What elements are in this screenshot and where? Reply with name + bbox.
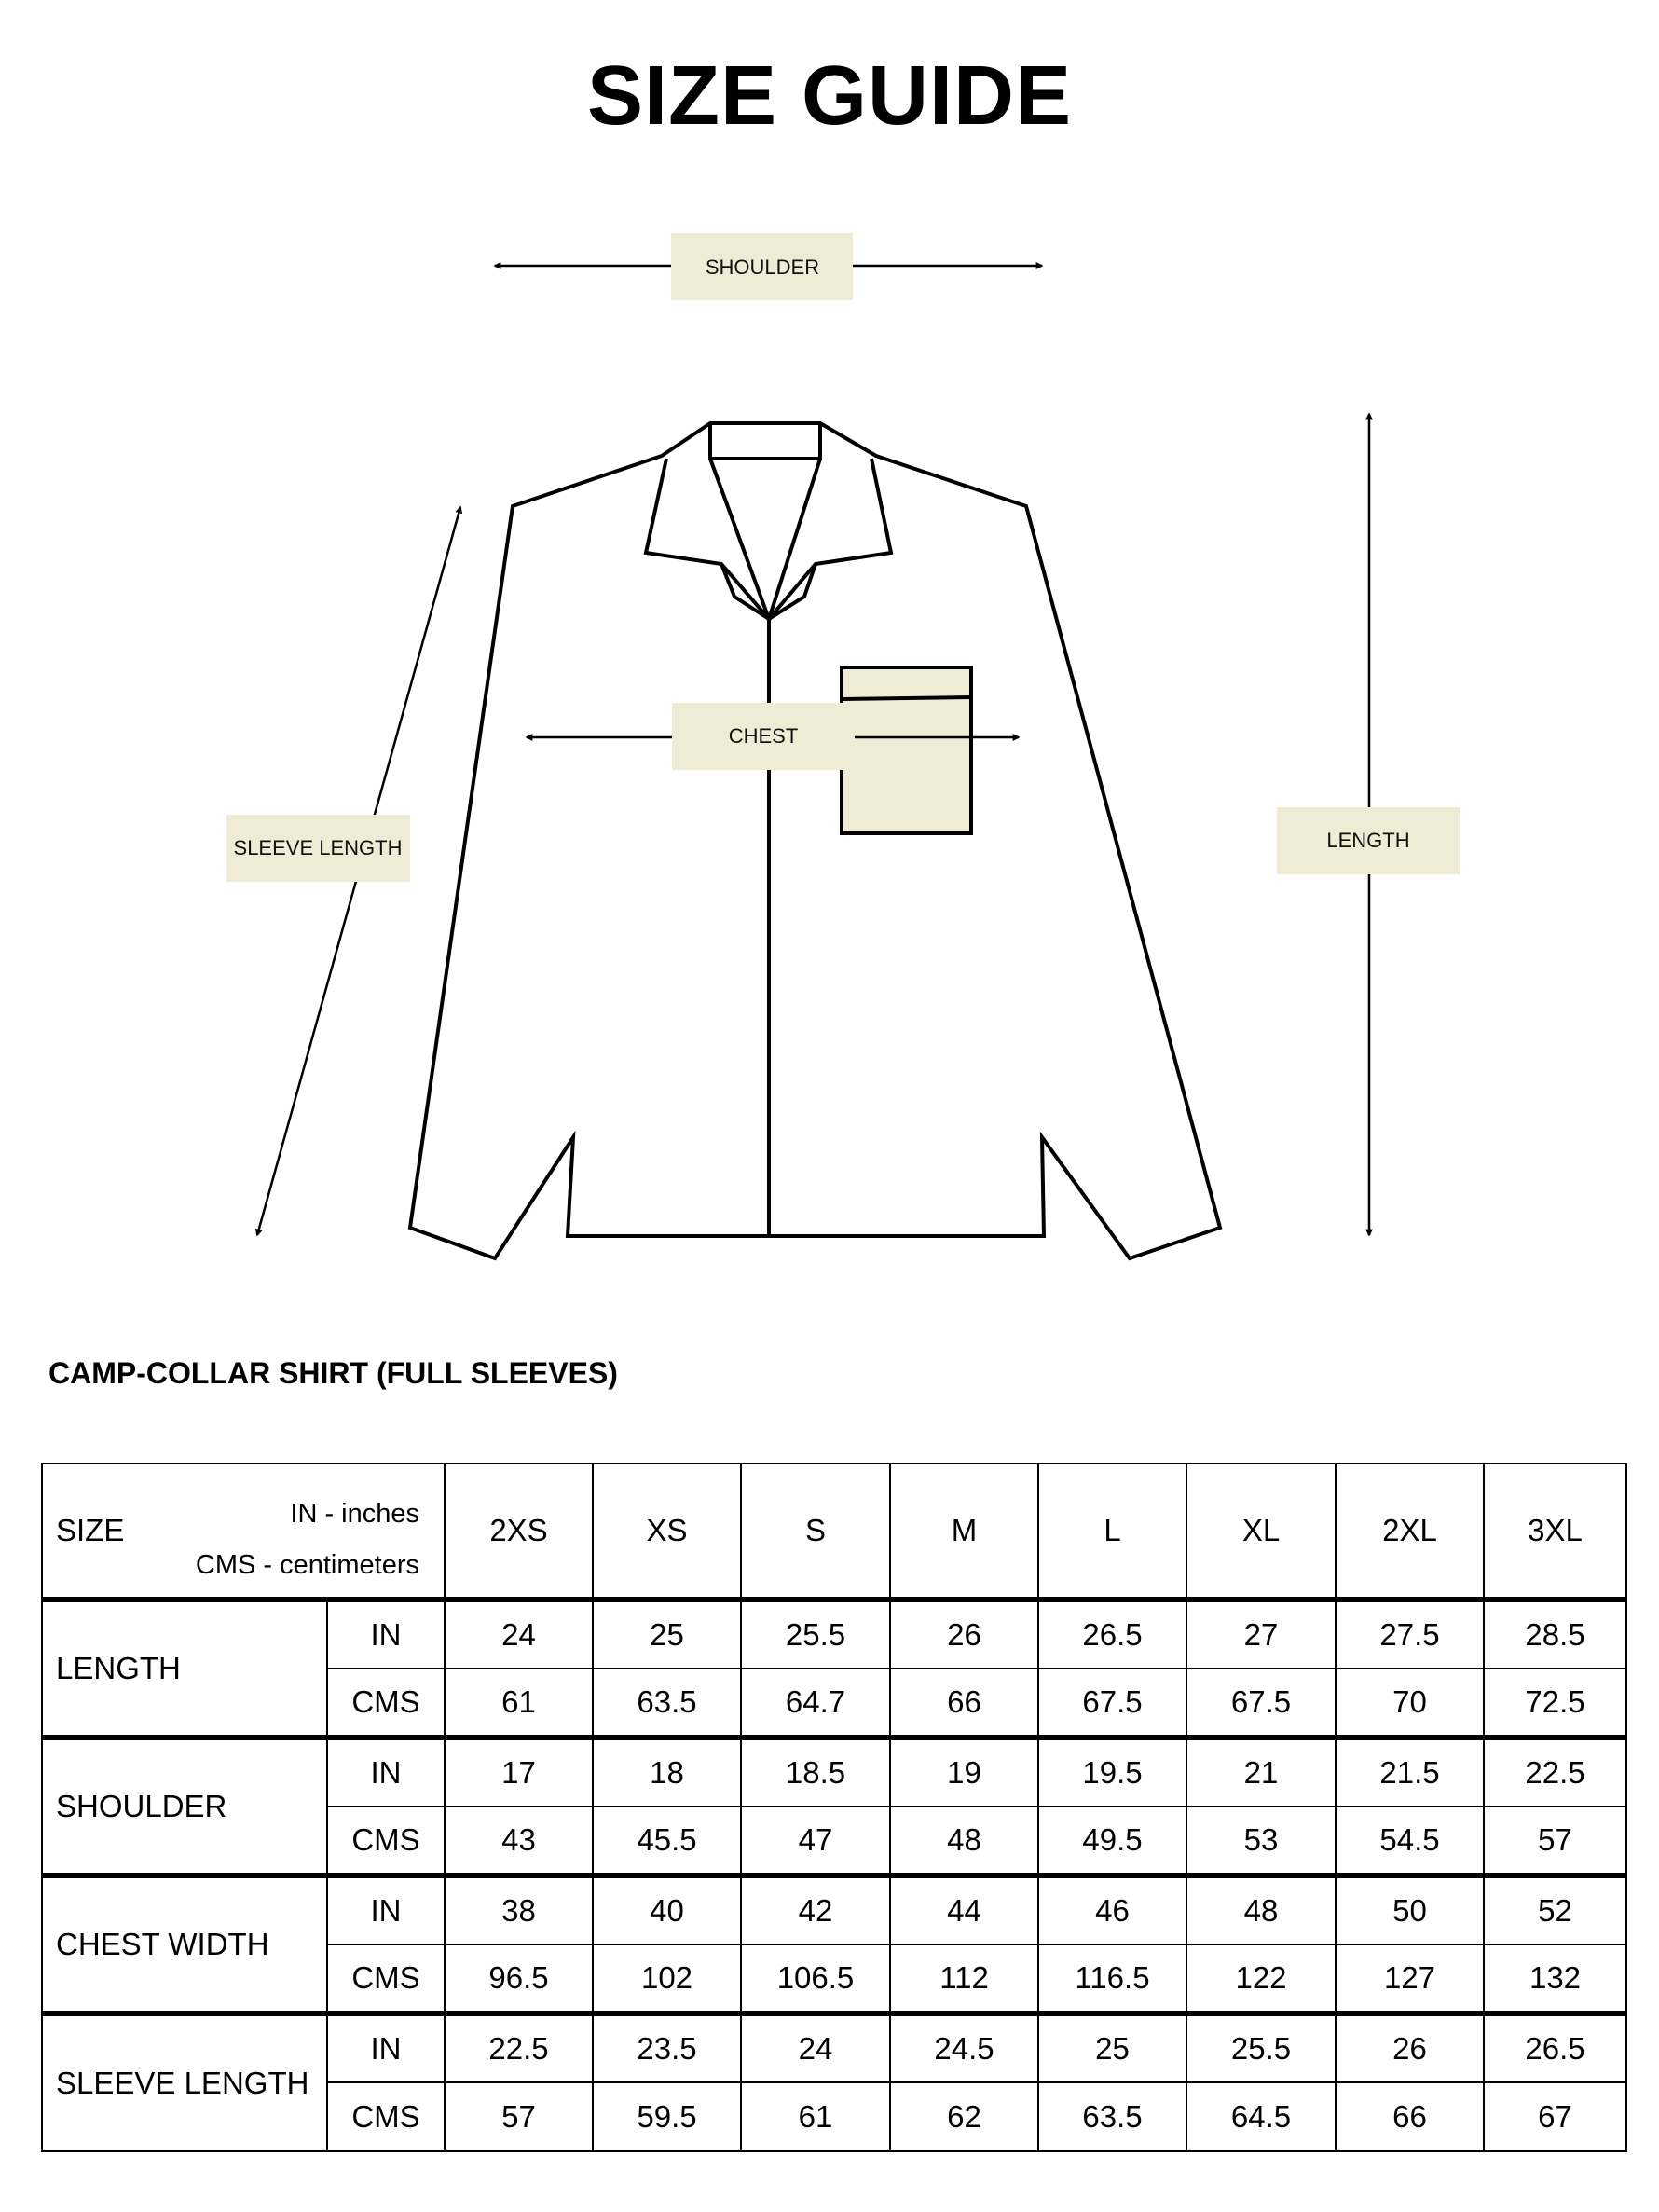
value-cell: 45.5 [593,1807,741,1875]
unit-legend-inches: IN - inches [290,1499,419,1529]
collar-band [710,423,820,459]
value-cell: 17 [445,1738,593,1807]
measurement-name: SLEEVE LENGTH [42,2013,327,2151]
value-cell: 47 [741,1807,890,1875]
value-cell: 112 [890,1944,1038,2013]
value-cell: 24 [741,2013,890,2082]
value-cell: 18.5 [741,1738,890,1807]
value-cell: 26.5 [1484,2013,1626,2082]
value-cell: 52 [1484,1875,1626,1944]
unit-cell: IN [327,1600,445,1669]
chest-pocket [842,667,971,833]
table-row [42,1738,1626,1807]
product-name: CAMP-COLLAR SHIRT (FULL SLEEVES) [48,1356,618,1390]
length-label: LENGTH [1326,829,1410,852]
value-cell: 106.5 [741,1944,890,2013]
value-cell: 28.5 [1484,1600,1626,1669]
value-cell: 64.7 [741,1669,890,1738]
value-cell: 57 [1484,1807,1626,1875]
table-row [42,2013,1626,2082]
value-cell: 67.5 [1186,1669,1336,1738]
unit-cell: CMS [327,1669,445,1738]
value-cell: 127 [1336,1944,1484,2013]
value-cell: 26.5 [1038,1600,1186,1669]
value-cell: 54.5 [1336,1807,1484,1875]
size-header-s: S [741,1463,890,1600]
value-cell: 42 [741,1875,890,1944]
value-cell: 26 [1336,2013,1484,2082]
value-cell: 23.5 [593,2013,741,2082]
value-cell: 61 [445,1669,593,1738]
table-row [42,1600,1626,1669]
value-cell: 67.5 [1038,1669,1186,1738]
sleeve-length-tag [226,815,410,882]
value-cell: 18 [593,1738,741,1807]
value-cell: 26 [890,1600,1038,1669]
value-cell: 22.5 [1484,1738,1626,1807]
measurement-name: SHOULDER [42,1738,327,1875]
table-header-row [42,1463,1626,1600]
value-cell: 25 [1038,2013,1186,2082]
unit-cell: CMS [327,1944,445,2013]
value-cell: 62 [890,2082,1038,2151]
size-header-xl: XL [1186,1463,1336,1600]
value-cell: 19 [890,1738,1038,1807]
size-header-xs: XS [593,1463,741,1600]
value-cell: 96.5 [445,1944,593,2013]
value-cell: 25.5 [741,1600,890,1669]
value-cell: 70 [1336,1669,1484,1738]
collar-stand [721,564,816,619]
value-cell: 43 [445,1807,593,1875]
value-cell: 48 [890,1807,1038,1875]
length-tag [1277,807,1460,874]
value-cell: 24.5 [890,2013,1038,2082]
table-row [42,1875,1626,1944]
value-cell: 25 [593,1600,741,1669]
shirt-body-outline [410,423,1220,1258]
unit-cell: IN [327,1738,445,1807]
value-cell: 102 [593,1944,741,2013]
unit-cell: IN [327,2013,445,2082]
unit-cell: CMS [327,1807,445,1875]
measurement-name: CHEST WIDTH [42,1875,327,2013]
pocket-flap-line [842,697,971,699]
value-cell: 49.5 [1038,1807,1186,1875]
value-cell: 25.5 [1186,2013,1336,2082]
value-cell: 24 [445,1600,593,1669]
size-header-3xl: 3XL [1484,1463,1626,1600]
value-cell: 63.5 [1038,2082,1186,2151]
chest-label: CHEST [728,724,799,748]
value-cell: 63.5 [593,1669,741,1738]
value-cell: 66 [1336,2082,1484,2151]
unit-cell: IN [327,1875,445,1944]
unit-cell: CMS [327,2082,445,2151]
value-cell: 132 [1484,1944,1626,2013]
value-cell: 21.5 [1336,1738,1484,1807]
value-cell: 19.5 [1038,1738,1186,1807]
value-cell: 27.5 [1336,1600,1484,1669]
value-cell: 66 [890,1669,1038,1738]
left-lapel [646,459,769,619]
size-header-l: L [1038,1463,1186,1600]
value-cell: 64.5 [1186,2082,1336,2151]
value-cell: 22.5 [445,2013,593,2082]
unit-legend-centimeters: CMS - centimeters [195,1550,419,1580]
value-cell: 38 [445,1875,593,1944]
size-header-cell [42,1463,445,1600]
value-cell: 53 [1186,1807,1336,1875]
size-table [41,1463,1627,2152]
value-cell: 27 [1186,1600,1336,1669]
shoulder-label: SHOULDER [705,255,820,279]
value-cell: 21 [1186,1738,1336,1807]
value-cell: 50 [1336,1875,1484,1944]
value-cell: 59.5 [593,2082,741,2151]
value-cell: 72.5 [1484,1669,1626,1738]
value-cell: 116.5 [1038,1944,1186,2013]
unit-legend [196,1489,419,1591]
measurement-name: LENGTH [42,1600,327,1738]
size-header-2xs: 2XS [445,1463,593,1600]
value-cell: 122 [1186,1944,1336,2013]
size-header: SIZE [56,1513,125,1547]
value-cell: 57 [445,2082,593,2151]
value-cell: 48 [1186,1875,1336,1944]
shirt-outline [410,423,1220,1258]
chest-tag [672,703,855,770]
page-title: SIZE GUIDE [586,49,1073,143]
value-cell: 44 [890,1875,1038,1944]
shoulder-tag [671,233,853,300]
value-cell: 61 [741,2082,890,2151]
value-cell: 40 [593,1875,741,1944]
value-cell: 67 [1484,2082,1626,2151]
value-cell: 46 [1038,1875,1186,1944]
size-header-2xl: 2XL [1336,1463,1484,1600]
size-header-m: M [890,1463,1038,1600]
right-lapel [769,459,891,619]
sleeve-length-label: SLEEVE LENGTH [233,836,403,859]
